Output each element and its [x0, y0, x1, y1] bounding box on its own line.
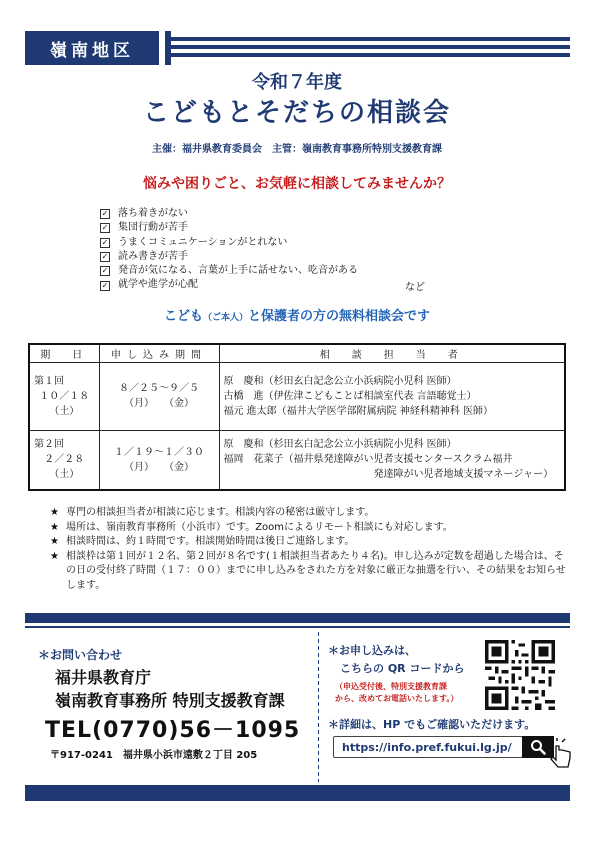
note-item: ★ 相談時間は、約１時間です。相談開始時間は後日ご連絡します。 — [50, 535, 570, 550]
session-weekday: （土） — [49, 405, 80, 417]
staff-name: 福元 進太郎（福井大学医学部附属病院 神経科精神科 医師） — [223, 405, 494, 417]
column-header-date: 期 日 — [29, 344, 99, 362]
checklist-etc: など — [405, 282, 425, 293]
footer-rule-bottom — [25, 785, 570, 801]
staff-name: 福岡 花菜子（福井県発達障がい児者支援センタースクラム福井 — [223, 454, 513, 466]
staff-cell — [219, 430, 565, 490]
table-row — [29, 362, 565, 430]
free-consultation-notice: こども（ご本人）と保護者の方の無料相談会です — [163, 309, 431, 324]
session-date: １０／１８ — [39, 390, 90, 402]
star-icon: ★ — [50, 550, 59, 562]
notes-list — [50, 506, 570, 594]
fiscal-year: 令和７年度 — [252, 72, 342, 93]
checklist-item: ✓ 発音が気になる、言葉が上手に話せない、吃音がある — [101, 265, 358, 277]
search-icon — [530, 739, 546, 755]
application-period: ８／２５～９／５ — [119, 383, 199, 394]
footer-divider — [318, 632, 319, 782]
footer-rule-thin — [25, 626, 570, 628]
application-period-cell — [99, 430, 219, 490]
column-header-staff: 相 談 担 当 者 — [219, 344, 565, 362]
staff-name: 原 慶和（杉田玄白記念公立小浜病院小児科 医師） — [223, 439, 457, 451]
staff-role: 発達障がい児者地域支援マネージャー） — [373, 469, 554, 481]
column-header-period: 申し込み期間 — [99, 344, 219, 362]
application-period-days: （月） （金） — [124, 398, 194, 409]
apply-heading: ＊お申し込みは、 — [328, 644, 416, 657]
checklist-item: ✓ 集団行動が苦手 — [101, 222, 188, 234]
staff-cell — [219, 362, 565, 430]
region-badge: 嶺南地区 — [25, 31, 165, 65]
checked-box-icon: ✓ — [101, 266, 109, 276]
contact-org: 福井県教育庁 — [55, 668, 152, 687]
session-date: ２／２８ — [44, 454, 85, 466]
checklist-item: ✓ うまくコミュニケーションがとれない — [101, 236, 288, 248]
contact-phone[interactable]: TEL(0770)56－1095 — [45, 718, 301, 743]
apply-note: （申込受付後、特別支援教育課 から、改めてお電話いたします。） — [335, 682, 459, 703]
lead-text: 悩みや困りごと、お気軽に相談してみませんか？ — [143, 176, 451, 192]
star-icon: ★ — [50, 536, 59, 548]
detail-notice: ＊詳細は、HP でもご確認いただけます。 — [328, 718, 536, 731]
staff-name: 古橋 進（伊佐津こどもことば相談室代表 言語聴覚士） — [223, 390, 477, 402]
checked-box-icon: ✓ — [101, 252, 109, 262]
checked-box-icon: ✓ — [101, 237, 109, 247]
session-label: 第１回 — [34, 375, 64, 387]
checklist-item: ✓ 就学や進学が心配 — [101, 279, 198, 291]
session-date-cell — [29, 430, 99, 490]
contact-heading: ＊お問い合わせ — [38, 648, 123, 662]
contact-address: 〒917-0241 福井県小浜市遠敷２丁目 205 — [50, 750, 258, 761]
qr-code-icon[interactable] — [485, 640, 555, 710]
checklist-item: ✓ 落ち着きがない — [101, 208, 188, 219]
application-period-cell — [99, 362, 219, 430]
note-item: ★ 場所は、嶺南教育事務所（小浜市）です。Zoomによるリモート相談にも対応します。 — [50, 521, 570, 536]
apply-subheading: こちらの QR コードから — [340, 662, 465, 675]
table-header-row — [29, 344, 565, 362]
pointer-hand-icon — [548, 738, 572, 768]
table-row — [29, 430, 565, 490]
session-weekday: （土） — [49, 469, 80, 481]
session-date-cell — [29, 362, 99, 430]
url-field[interactable]: https://info.pref.fukui.lg.jp/ — [333, 736, 523, 758]
staff-name: 原 慶和（杉田玄白記念公立小浜病院小児科 医師） — [223, 375, 457, 387]
checklist-item: ✓ 読み書きが苦手 — [101, 250, 188, 262]
checked-box-icon: ✓ — [101, 209, 109, 219]
note-item: ★ 専門の相談担当者が相談に応じます。相談内容の秘密は厳守します。 — [50, 506, 570, 521]
page-title: こどもとそだちの相談会 — [142, 98, 451, 128]
session-label: 第２回 — [34, 439, 64, 451]
star-icon: ★ — [50, 507, 59, 518]
note-item: ★ 相談枠は第１回が１２名、第２回が８名です(１相談担当者あたり４名)。申し込みが定数を超過した場合は、その日の受付終了時間（１７：００）までに申し込みをされた方を対象に厳正な抽選を行い、その結果をお知らせします。 — [50, 550, 570, 594]
application-period-days: （月） （金） — [124, 461, 194, 473]
checked-box-icon: ✓ — [101, 223, 109, 233]
checked-box-icon: ✓ — [101, 280, 109, 290]
contact-department: 嶺南教育事務所 特別支援教育課 — [55, 691, 285, 710]
schedule-table — [28, 343, 566, 491]
footer-rule-top — [25, 613, 570, 623]
star-icon: ★ — [50, 521, 59, 533]
application-period: １／１９～１／３０ — [114, 446, 204, 458]
sponsor-line: 主催：福井県教育委員会 主管：嶺南教育事務所特別支援教育課 — [152, 144, 442, 155]
